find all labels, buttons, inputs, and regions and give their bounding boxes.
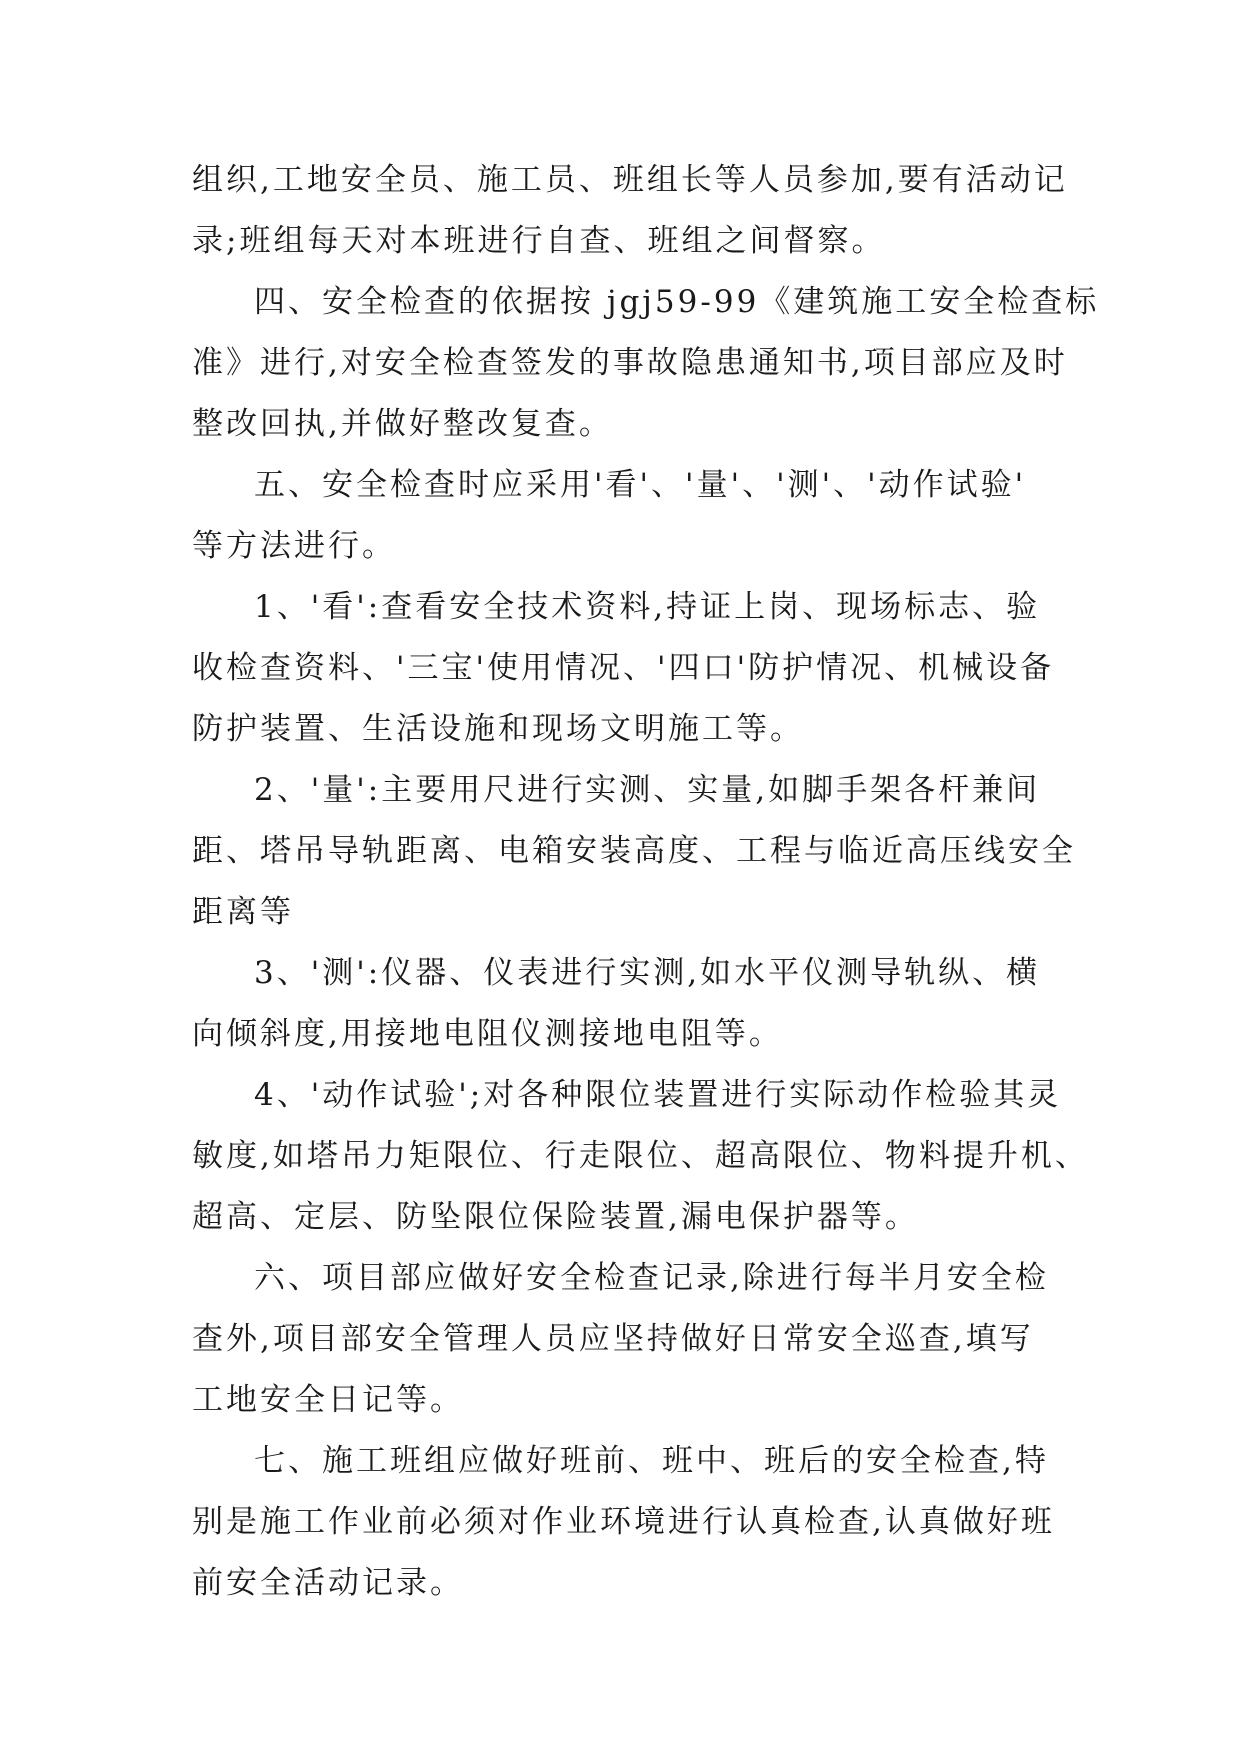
text-line: 敏度,如塔吊力矩限位、行走限位、超高限位、物料提升机、 xyxy=(192,1138,1089,1174)
text-line: 3、'测':仪器、仪表进行实测,如水平仪测导轨纵、横 xyxy=(254,955,1041,991)
text-line: 整改回执,并做好整改复查。 xyxy=(192,406,613,442)
text-line: 四、安全检查的依据按 jgj59-99《建筑施工安全检查标 xyxy=(254,284,1100,320)
text-line: 超高、定层、防坠限位保险装置,漏电保护器等。 xyxy=(192,1199,919,1235)
text-line: 距、塔吊导轨距离、电箱安装高度、工程与临近高压线安全 xyxy=(192,833,1076,869)
text-line: 1、'看':查看安全技术资料,持证上岗、现场标志、验 xyxy=(254,589,1041,625)
text-line: 录;班组每天对本班进行自查、班组之间督察。 xyxy=(192,223,886,259)
paragraph-item-5-3 xyxy=(192,943,1072,1065)
text-line: 七、施工班组应做好班前、班中、班后的安全检查,特 xyxy=(254,1443,1049,1479)
text-line: 向倾斜度,用接地电阻仪测接地电阻等。 xyxy=(192,1016,783,1052)
text-line: 4、'动作试验';对各种限位装置进行实际动作检验其灵 xyxy=(254,1077,1062,1113)
text-line: 2、'量':主要用尺进行实测、实量,如脚手架各杆兼间 xyxy=(254,772,1041,808)
document-body xyxy=(192,150,1100,1614)
paragraph-item-5-1 xyxy=(192,577,1072,760)
text-line: 工地安全日记等。 xyxy=(192,1382,464,1418)
paragraph-item-4 xyxy=(192,272,1100,455)
text-line: 五、安全检查时应采用'看'、'量'、'测'、'动作试验' xyxy=(254,467,1027,503)
text-line: 查外,项目部安全管理人员应坚持做好日常安全巡查,填写 xyxy=(192,1321,1034,1357)
text-line: 准》进行,对安全检查签发的事故隐患通知书,项目部应及时 xyxy=(192,345,1068,381)
paragraph-item-5 xyxy=(192,455,1072,577)
paragraph-continued xyxy=(192,150,1072,272)
text-line: 等方法进行。 xyxy=(192,528,396,564)
text-line: 防护装置、生活设施和现场文明施工等。 xyxy=(192,711,804,747)
text-line: 六、项目部应做好安全检查记录,除进行每半月安全检 xyxy=(254,1260,1049,1296)
text-line: 收检查资料、'三宝'使用情况、'四口'防护情况、机械设备 xyxy=(192,650,1055,686)
paragraph-item-5-2 xyxy=(192,760,1076,943)
paragraph-item-6 xyxy=(192,1248,1072,1431)
paragraph-item-5-4 xyxy=(192,1065,1089,1248)
text-line: 距离等 xyxy=(192,894,294,930)
text-line: 组织,工地安全员、施工员、班组长等人员参加,要有活动记 xyxy=(192,162,1068,198)
text-line: 前安全活动记录。 xyxy=(192,1565,464,1601)
paragraph-item-7 xyxy=(192,1431,1072,1614)
text-line: 别是施工作业前必须对作业环境进行认真检查,认真做好班 xyxy=(192,1504,1055,1540)
